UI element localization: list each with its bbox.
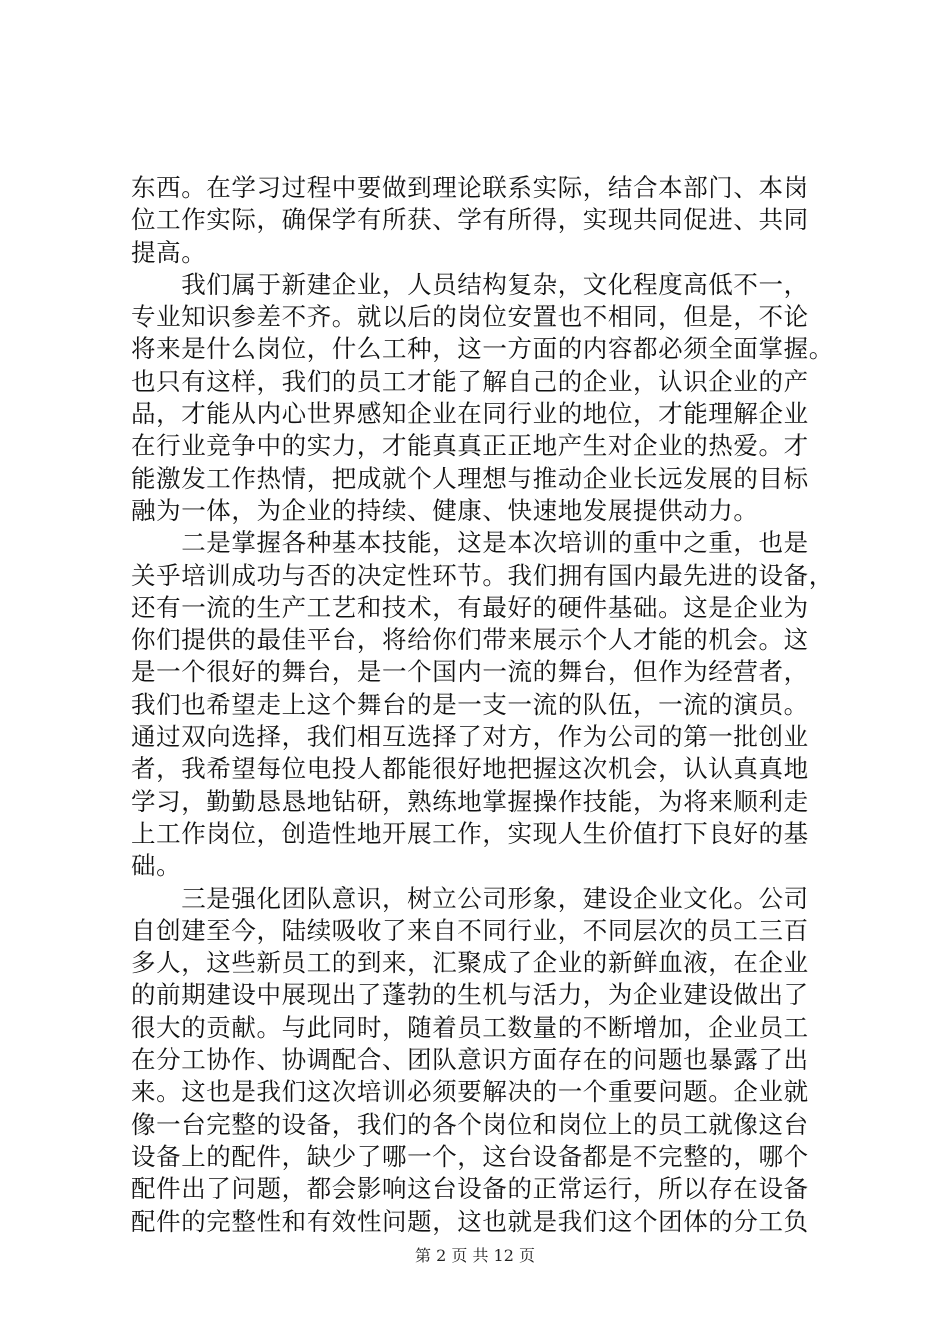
text-line: 是一个很好的舞台，是一个国内一流的舞台，但作为经营者， xyxy=(131,657,809,687)
text-line: 础。 xyxy=(131,851,182,881)
text-line: 在行业竞争中的实力，才能真真正正地产生对企业的热爱。才 xyxy=(131,431,809,461)
text-line: 设备上的配件，缺少了哪一个，这台设备都是不完整的，哪个 xyxy=(131,1141,809,1171)
text-line: 能激发工作热情，把成就个人理想与推动企业长远发展的目标 xyxy=(131,463,809,493)
text-line: 配件出了问题，都会影响这台设备的正常运行，所以存在设备 xyxy=(131,1174,809,1204)
text-line: 很大的贡献。与此同时，随着员工数量的不断增加，企业员工 xyxy=(131,1012,809,1042)
text-line: 学习，勤勤恳恳地钻研，熟练地掌握操作技能，为将来顺利走 xyxy=(131,786,809,816)
text-line: 上工作岗位，创造性地开展工作，实现人生价值打下良好的基 xyxy=(131,818,809,848)
text-line: 关乎培训成功与否的决定性环节。我们拥有国内最先进的设备， xyxy=(131,560,834,590)
body-text xyxy=(131,172,834,1238)
text-line: 还有一流的生产工艺和技术，有最好的硬件基础。这是企业为 xyxy=(131,592,809,622)
text-line: 融为一体，为企业的持续、健康、快速地发展提供动力。 xyxy=(131,495,759,525)
text-line: 也只有这样，我们的员工才能了解自己的企业，认识企业的产 xyxy=(131,366,809,396)
text-line: 多人，这些新员工的到来，汇聚成了企业的新鲜血液，在企业 xyxy=(131,948,809,978)
text-line: 像一台完整的设备，我们的各个岗位和岗位上的员工就像这台 xyxy=(131,1109,809,1139)
text-line: 我们也希望走上这个舞台的是一支一流的队伍，一流的演员。 xyxy=(131,689,809,719)
text-line: 提高。 xyxy=(131,237,207,267)
page-number-label: 第 2 页 共 12 页 xyxy=(415,1246,535,1265)
text-line: 你们提供的最佳平台，将给你们带来展示个人才能的机会。这 xyxy=(131,625,809,655)
text-line: 在分工协作、协调配合、团队意识方面存在的问题也暴露了出 xyxy=(131,1045,809,1075)
text-line: 二是掌握各种基本技能，这是本次培训的重中之重，也是 xyxy=(131,528,809,558)
text-line: 通过双向选择，我们相互选择了对方，作为公司的第一批创业 xyxy=(131,722,809,752)
text-line: 专业知识参差不齐。就以后的岗位安置也不相同，但是，不论 xyxy=(131,302,809,332)
text-line: 东西。在学习过程中要做到理论联系实际，结合本部门、本岗 xyxy=(131,173,809,202)
text-line: 将来是什么岗位，什么工种，这一方面的内容都必须全面掌握。 xyxy=(131,334,834,364)
text-line: 配件的完整性和有效性问题，这也就是我们这个团体的分工负 xyxy=(131,1206,809,1236)
text-line: 品，才能从内心世界感知企业在同行业的地位，才能理解企业 xyxy=(131,399,809,429)
text-line: 来。这也是我们这次培训必须要解决的一个重要问题。企业就 xyxy=(131,1077,809,1107)
text-line: 三是强化团队意识，树立公司形象，建设企业文化。公司 xyxy=(131,883,809,913)
text-line: 位工作实际，确保学有所获、学有所得，实现共同促进、共同 xyxy=(131,205,809,235)
page-footer xyxy=(0,1243,950,1266)
text-line: 的前期建设中展现出了蓬勃的生机与活力，为企业建设做出了 xyxy=(131,980,809,1010)
text-line: 我们属于新建企业，人员结构复杂，文化程度高低不一， xyxy=(131,269,809,299)
text-line: 自创建至今，陆续吸收了来自不同行业，不同层次的员工三百 xyxy=(131,915,809,945)
text-line: 者，我希望每位电投人都能很好地把握这次机会，认认真真地 xyxy=(131,754,809,784)
